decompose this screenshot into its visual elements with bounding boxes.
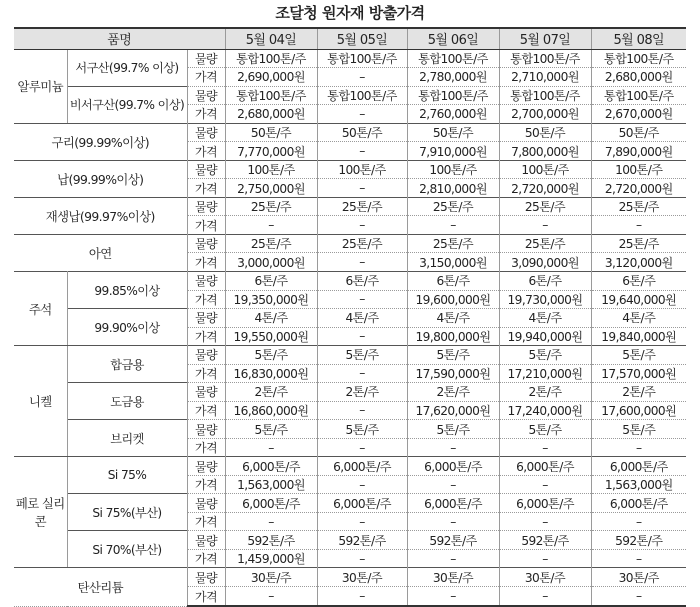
qty-cell: 592톤/주 [225,531,317,550]
unit-label: 물량 [187,234,225,253]
qty-row [14,420,686,439]
price-cell: 2,710,000원 [499,68,591,87]
price-cell: – [317,401,407,420]
price-cell: 1,563,000원 [591,475,686,494]
price-cell: 3,000,000원 [225,253,317,272]
item-label: 비서구산(99.7% 이상) [67,86,187,123]
unit-label: 가격 [187,364,225,383]
qty-cell: 통합100톤/주 [591,49,686,68]
header-row [14,28,686,49]
qty-cell: 592톤/주 [407,531,499,550]
price-table [14,27,686,607]
price-cell: – [499,475,591,494]
group-label: 주석 [14,271,67,345]
item-label: 서구산(99.7% 이상) [67,49,187,86]
qty-cell: 5톤/주 [499,420,591,439]
price-cell: – [225,216,317,235]
unit-label: 물량 [187,123,225,142]
date-header: 5월 05일 [317,28,407,49]
qty-cell: 2톤/주 [317,383,407,402]
price-cell: – [591,512,686,531]
price-cell: 19,800,000원 [407,327,499,346]
qty-cell: 5톤/주 [317,346,407,365]
item-label: 재생납(99.97%이상) [14,197,187,234]
qty-cell: 6,000톤/주 [407,494,499,513]
price-cell: – [225,512,317,531]
price-cell: – [407,475,499,494]
price-cell: 19,350,000원 [225,290,317,309]
price-cell: – [317,475,407,494]
qty-cell: 100톤/주 [591,160,686,179]
price-cell: 7,910,000원 [407,142,499,161]
price-cell: – [591,438,686,457]
price-cell: 2,680,000원 [225,105,317,124]
price-cell: 19,940,000원 [499,327,591,346]
qty-cell: 25톤/주 [407,197,499,216]
qty-cell: 25톤/주 [317,197,407,216]
price-cell: 19,550,000원 [225,327,317,346]
item-label: 아연 [14,234,187,271]
date-header: 5월 07일 [499,28,591,49]
qty-cell: 5톤/주 [591,420,686,439]
qty-cell: 통합100톤/주 [407,49,499,68]
item-label: 99.90%이상 [67,309,187,346]
qty-cell: 25톤/주 [407,234,499,253]
price-cell: 3,090,000원 [499,253,591,272]
qty-cell: 25톤/주 [591,197,686,216]
qty-cell: 2톤/주 [225,383,317,402]
group-label: 알루미늄 [14,49,67,123]
price-cell: 19,640,000원 [591,290,686,309]
price-cell: – [317,587,407,606]
qty-cell: 통합100톤/주 [317,86,407,105]
date-header: 5월 06일 [407,28,499,49]
unit-label: 물량 [187,197,225,216]
qty-cell: 50톤/주 [499,123,591,142]
price-cell: – [407,216,499,235]
price-cell: – [317,364,407,383]
price-cell: 3,150,000원 [407,253,499,272]
qty-row [14,346,686,365]
qty-cell: 25톤/주 [591,234,686,253]
qty-cell: 592톤/주 [591,531,686,550]
qty-cell: 2톤/주 [407,383,499,402]
qty-cell: 5톤/주 [591,346,686,365]
qty-cell: 6,000톤/주 [225,494,317,513]
qty-cell: 6,000톤/주 [225,457,317,476]
qty-cell: 통합100톤/주 [407,86,499,105]
price-cell: 2,690,000원 [225,68,317,87]
group-label: 니켈 [14,346,67,457]
price-cell: – [407,512,499,531]
price-cell: – [317,105,407,124]
qty-cell: 30톤/주 [225,568,317,587]
page-title: 조달청 원자재 방출가격 [275,4,425,22]
qty-cell: 6,000톤/주 [591,494,686,513]
qty-cell: 25톤/주 [499,197,591,216]
unit-label: 가격 [187,290,225,309]
qty-cell: 25톤/주 [225,197,317,216]
price-cell: – [591,587,686,606]
qty-cell: 100톤/주 [499,160,591,179]
item-label: Si 70%(부산) [67,531,187,568]
price-cell: – [317,327,407,346]
price-cell: 2,700,000원 [499,105,591,124]
qty-cell: 592톤/주 [499,531,591,550]
price-cell: 2,680,000원 [591,68,686,87]
item-label: Si 75% [67,457,187,494]
price-cell: 17,210,000원 [499,364,591,383]
qty-row [14,271,686,290]
qty-cell: 5톤/주 [225,420,317,439]
qty-cell: 5톤/주 [317,420,407,439]
unit-label: 가격 [187,68,225,87]
price-cell: 17,600,000원 [591,401,686,420]
price-cell: 2,760,000원 [407,105,499,124]
qty-row [14,123,686,142]
price-cell: 2,810,000원 [407,179,499,198]
price-cell: – [499,438,591,457]
qty-cell: 5톤/주 [225,346,317,365]
price-cell: – [499,549,591,568]
price-cell: 7,800,000원 [499,142,591,161]
qty-cell: 4톤/주 [317,309,407,328]
item-label: 합금용 [67,346,187,383]
qty-cell: 4톤/주 [407,309,499,328]
unit-label: 물량 [187,420,225,439]
price-cell: 19,840,000원 [591,327,686,346]
price-cell: 2,720,000원 [591,179,686,198]
unit-label: 가격 [187,216,225,235]
item-label: 99.85%이상 [67,271,187,308]
price-cell: – [499,216,591,235]
price-cell: – [407,438,499,457]
price-cell: 16,830,000원 [225,364,317,383]
qty-row [14,494,686,513]
price-cell: – [225,587,317,606]
unit-label: 물량 [187,494,225,513]
qty-cell: 30톤/주 [591,568,686,587]
qty-cell: 50톤/주 [225,123,317,142]
unit-label: 가격 [187,142,225,161]
price-cell: – [499,512,591,531]
unit-label: 가격 [187,475,225,494]
item-header: 품명 [14,28,225,49]
qty-cell: 100톤/주 [407,160,499,179]
unit-label: 가격 [187,401,225,420]
price-cell: 17,590,000원 [407,364,499,383]
qty-cell: 6톤/주 [591,271,686,290]
price-cell: 7,770,000원 [225,142,317,161]
qty-row [14,197,686,216]
qty-cell: 통합100톤/주 [317,49,407,68]
qty-cell: 6,000톤/주 [499,494,591,513]
price-cell: 3,120,000원 [591,253,686,272]
qty-cell: 100톤/주 [225,160,317,179]
qty-cell: 100톤/주 [317,160,407,179]
price-cell: – [317,290,407,309]
date-header: 5월 08일 [591,28,686,49]
qty-cell: 50톤/주 [407,123,499,142]
qty-row [14,383,686,402]
price-cell: 17,570,000원 [591,364,686,383]
price-cell: – [317,253,407,272]
item-label: 도금용 [67,383,187,420]
unit-label: 가격 [187,549,225,568]
price-cell: – [499,587,591,606]
price-cell: – [317,179,407,198]
price-cell: – [591,216,686,235]
qty-cell: 25톤/주 [499,234,591,253]
qty-cell: 592톤/주 [317,531,407,550]
item-label: 탄산리튬 [14,568,187,606]
qty-cell: 4톤/주 [499,309,591,328]
qty-cell: 6,000톤/주 [499,457,591,476]
qty-cell: 통합100톤/주 [225,86,317,105]
qty-cell: 6톤/주 [225,271,317,290]
qty-cell: 6,000톤/주 [407,457,499,476]
price-cell: – [317,68,407,87]
qty-row [14,457,686,476]
qty-cell: 통합100톤/주 [499,49,591,68]
qty-cell: 6,000톤/주 [591,457,686,476]
unit-label: 물량 [187,383,225,402]
price-cell: 17,240,000원 [499,401,591,420]
price-cell: 7,890,000원 [591,142,686,161]
qty-row [14,568,686,587]
qty-cell: 2톤/주 [591,383,686,402]
qty-cell: 4톤/주 [225,309,317,328]
unit-label: 가격 [187,327,225,346]
unit-label: 물량 [187,457,225,476]
qty-cell: 6,000톤/주 [317,494,407,513]
price-cell: – [407,549,499,568]
unit-label: 물량 [187,86,225,105]
price-cell: 2,670,000원 [591,105,686,124]
price-cell: – [225,438,317,457]
qty-cell: 통합100톤/주 [591,86,686,105]
qty-row [14,160,686,179]
price-cell: – [317,216,407,235]
qty-row [14,531,686,550]
qty-row [14,234,686,253]
price-cell: – [407,587,499,606]
unit-label: 가격 [187,587,225,606]
qty-cell: 6톤/주 [499,271,591,290]
unit-label: 물량 [187,309,225,328]
qty-cell: 25톤/주 [317,234,407,253]
qty-cell: 5톤/주 [499,346,591,365]
group-label: 페로 실리콘 [14,457,67,568]
qty-cell: 6톤/주 [407,271,499,290]
unit-label: 가격 [187,438,225,457]
unit-label: 가격 [187,253,225,272]
qty-cell: 30톤/주 [317,568,407,587]
qty-cell: 25톤/주 [225,234,317,253]
item-label: 브리켓 [67,420,187,457]
price-cell: 1,563,000원 [225,475,317,494]
price-cell: – [317,142,407,161]
item-label: 구리(99.99%이상) [14,123,187,160]
price-cell: 2,720,000원 [499,179,591,198]
qty-cell: 5톤/주 [407,420,499,439]
price-cell: 16,860,000원 [225,401,317,420]
price-cell: – [317,549,407,568]
qty-cell: 통합100톤/주 [499,86,591,105]
item-label: Si 75%(부산) [67,494,187,531]
unit-label: 물량 [187,346,225,365]
price-cell: 19,600,000원 [407,290,499,309]
price-cell: 17,620,000원 [407,401,499,420]
unit-label: 가격 [187,179,225,198]
qty-row [14,309,686,328]
unit-label: 가격 [187,512,225,531]
price-cell: 1,459,000원 [225,549,317,568]
qty-cell: 30톤/주 [407,568,499,587]
unit-label: 물량 [187,531,225,550]
qty-cell: 통합100톤/주 [225,49,317,68]
price-cell: – [317,512,407,531]
price-cell: 2,780,000원 [407,68,499,87]
qty-row [14,86,686,105]
unit-label: 물량 [187,49,225,68]
qty-cell: 50톤/주 [591,123,686,142]
price-cell: – [591,549,686,568]
unit-label: 가격 [187,105,225,124]
qty-cell: 6톤/주 [317,271,407,290]
date-header: 5월 04일 [225,28,317,49]
qty-cell: 50톤/주 [317,123,407,142]
qty-cell: 5톤/주 [407,346,499,365]
qty-cell: 2톤/주 [499,383,591,402]
price-cell: – [317,438,407,457]
qty-row [14,49,686,68]
qty-cell: 4톤/주 [591,309,686,328]
unit-label: 물량 [187,160,225,179]
unit-label: 물량 [187,568,225,587]
qty-cell: 6,000톤/주 [317,457,407,476]
qty-cell: 30톤/주 [499,568,591,587]
item-label: 납(99.99%이상) [14,160,187,197]
price-cell: 19,730,000원 [499,290,591,309]
unit-label: 물량 [187,271,225,290]
price-cell: 2,750,000원 [225,179,317,198]
